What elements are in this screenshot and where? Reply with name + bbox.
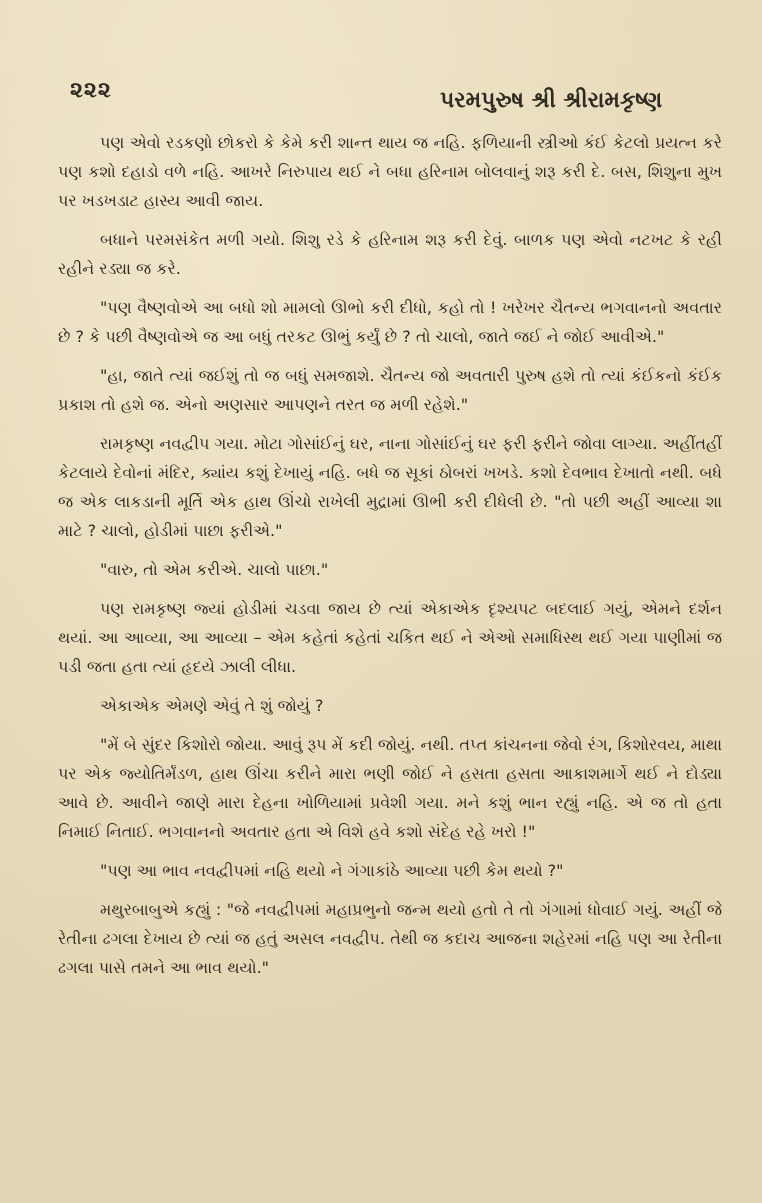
paragraph-1: પણ એવો રડકણો છોકરો કે કેમે કરી શાન્ત થાય જ નહિ. ફળિયાની સ્ત્રીઓ કંઈ કેટલો પ્રયત્ન કરે પણ કશો દહાડો વળે નહિ. આખરે નિરુપાય થઈ ને બધા હરિનામ બોલવાનું શરૂ કરી દે. બસ, શિશુના મુખ પર ખડખડાટ હાસ્ય આવી જાય. [58,133,722,210]
paragraph-5: રામકૃષ્ણ નવદ્વીપ ગયા. મોટા ગોસાંઈનું ઘર, નાના ગોસાંઈનું ઘર ફરી ફરીને જોવા લાગ્યા. અહીંતહીં કેટલાયે દેવોનાં મંદિર, ક્યાંય કશું દેખાયું નહિ. બધે જ સૂકાં ઠોબરાં ખખડે. કશો દેવભાવ દેખાતો નથી. બધે જ એક લાકડાની મૂર્તિ એક હાથ ઊંચો રાખેલી મુદ્રામાં ઊભી કરી દીધેલી છે. "તો પછી અહીં આવ્યા શા માટે ? ચાલો, હોડીમાં પાછા ફરીએ." [58,434,722,540]
paragraph-3: "પણ વૈષ્ણવોએ આ બધો શો મામલો ઊભો કરી દીધો, કહો તો ! ખરેખર ચૈતન્ય ભગવાનનો અવતાર છે ? કે પછી વૈષ્ણવોએ જ આ બધું તરકટ ઊભું કર્યું છે ? તો ચાલો, જાતે જઈ ને જોઈ આવીએ." [58,298,722,346]
paragraph-9: "મેં બે સુંદર કિશોરો જોયા. આવું રૂપ મેં કદી જોયું. નથી. તપ્ત કાંચનના જેવો રંગ, કિશોરવય, માથા પર એક જ્યોતિર્મંડળ, હાથ ઊંચા કરીને મારા ભણી જોઈ ને હસતા હસતા આકાશમાર્ગે થઈ ને દોડ્યા આવે છે. આવીને જાણે મારા દેહના ખોળિયામાં પ્રવેશી ગયા. મને કશું ભાન રહ્યું નહિ. એ જ તો હતા નિમાઈ નિતાઈ. ભગવાનનો અવતાર હતા એ વિશે હવે કશો સંદેહ રહે ખરો !" [58,735,722,841]
paragraph-10: "પણ આ ભાવ નવદ્વીપમાં નહિ થયો ને ગંગાકાંઠે આવ્યા પછી કેમ થયો ?" [100,861,564,880]
paragraph-6: "વારુ, તો એમ કરીએ. ચાલો પાછા." [100,560,329,579]
page-number: ૨૨૨ [70,78,112,103]
paragraph-7: પણ રામકૃષ્ણ જ્યાં હોડીમાં ચડવા જાય છે ત્યાં એકાએક દૃશ્યપટ બદલાઈ ગયું, એમને દર્શન થયાં. આ આવ્યા, આ આવ્યા – એમ કહેતાં કહેતાં ચકિત થઈ ને એઓ સમાધિસ્થ થઈ ગયા પાણીમાં જ પડી જતા હતા ત્યાં હૃદયે ઝાલી લીધા. [58,599,722,676]
paragraph-2: બધાને પરમસંકેત મળી ગયો. શિશુ રડે કે હરિનામ શરૂ કરી દેવું. બાળક પણ એવો નટખટ કે રહી રહીને રડ્યા જ કરે. [58,230,722,278]
paragraph-11: મથુરબાબુએ કહ્યું : "જે નવદ્વીપમાં મહાપ્રભુનો જન્મ થયો હતો તે તો ગંગામાં ધોવાઈ ગયું. અહીં જે રેતીના ઢગલા દેખાય છે ત્યાં જ હતું અસલ નવદ્વીપ. તેથી જ કદાચ આજના શહેરમાં નહિ પણ આ રેતીના ઢગલા પાસે તમને આ ભાવ થયો." [58,900,722,977]
running-header: પરમપુરુષ શ્રી શ્રીરામકૃષ્ણ [440,88,663,113]
page-body [58,128,722,992]
paragraph-4: "હા, જાતે ત્યાં જઈશું તો જ બધું સમજાશે. ચૈતન્ય જો અવતારી પુરુષ હશે તો ત્યાં કંઈકનો કંઈક પ્રકાશ તો હશે જ. એનો અણસાર આપણને તરત જ મળી રહેશે." [58,366,722,414]
paragraph-8: એકાએક એમણે એવું તે શું જોયું ? [100,696,324,715]
